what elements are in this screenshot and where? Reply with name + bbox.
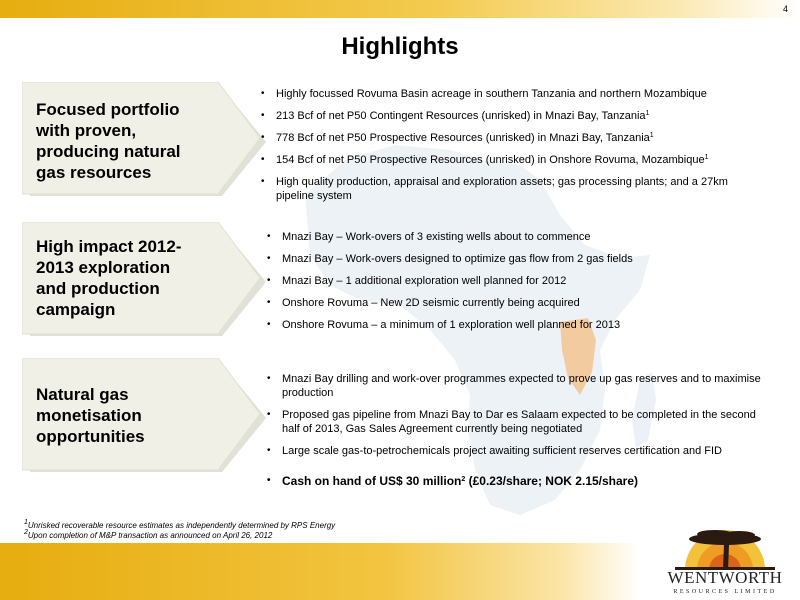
section-1-bullets <box>258 87 770 211</box>
bullet-item: • Proposed gas pipeline from Mnazi Bay to Dar es Salaam expected to be completed in the second half of 2013, Gas Sales Agreement currently being negotiated <box>264 408 769 436</box>
section-3-heading-line: Natural gas <box>36 385 129 404</box>
logo-wordmark: WENTWORTH <box>667 568 783 587</box>
section-1-heading-line: gas resources <box>36 163 152 182</box>
bullet-item: • High quality production, appraisal and exploration assets; gas processing plants; and a 27km pipeline system <box>258 175 746 203</box>
bullet-item: • Mnazi Bay – 1 additional exploration well planned for 2012 <box>264 274 764 288</box>
section-3-arrow <box>22 358 272 478</box>
section-1-heading-line: producing natural <box>36 142 181 161</box>
footnotes <box>24 521 335 541</box>
acacia-tree-sunset-icon <box>655 514 795 570</box>
bullet-item: • Mnazi Bay – Work-overs of 3 existing wells about to commence <box>264 230 764 244</box>
page-title: Highlights <box>341 33 459 60</box>
section-2-heading-line: campaign <box>36 300 116 319</box>
section-2-heading-line: High impact 2012- <box>36 237 182 256</box>
bullet-item: • Mnazi Bay drilling and work-over programmes expected to prove up gas reserves and to maximise production <box>264 372 769 400</box>
logo-subtitle: RESOURCES LIMITED <box>673 589 777 595</box>
section-1-heading-line: Focused portfolio <box>36 100 180 119</box>
bullet-item: • Onshore Rovuma – New 2D seismic currently being acquired <box>264 296 764 310</box>
section-2-heading-line: and production <box>36 279 160 298</box>
bottom-accent-bar <box>0 543 640 600</box>
section-2-arrow <box>22 222 272 342</box>
footnote: $^2$Upon completion of M&P transaction as announced on April 26, 2012 <box>24 529 273 540</box>
bullet-item: • 213 Bcf of net P50 Contingent Resources (unrisked) in Mnazi Bay, Tanzania$^1$ <box>258 109 770 123</box>
page-number: 4 <box>782 4 788 14</box>
section-3-heading-line: monetisation <box>36 406 142 425</box>
bullet-item: • Onshore Rovuma – a minimum of 1 exploration well planned for 2013 <box>264 318 764 332</box>
wentworth-logo <box>655 514 795 600</box>
bullet-item: • Mnazi Bay – Work-overs designed to optimize gas flow from 2 gas fields <box>264 252 764 266</box>
bullet-item: • 154 Bcf of net P50 Prospective Resources (unrisked) in Onshore Rovuma, Mozambique$^1$ <box>258 153 770 167</box>
section-1-heading-line: with proven, <box>36 121 137 140</box>
section-1-arrow <box>22 82 272 202</box>
section-2-heading-line: 2013 exploration <box>36 258 171 277</box>
section-2-bullets <box>264 230 764 340</box>
top-accent-bar <box>0 0 800 18</box>
bullet-item: • 778 Bcf of net P50 Prospective Resources (unrisked) in Mnazi Bay, Tanzania$^1$ <box>258 131 770 145</box>
footnote: $^1$Unrisked recoverable resource estimates as independently determined by RPS Energy <box>24 519 336 530</box>
cash-bullet: • Cash on hand of US$ 30 million$^2$ (£0.23/share; NOK 2.15/share) <box>264 474 769 488</box>
section-3-heading-line: opportunities <box>36 427 145 446</box>
bullet-item: • Highly focussed Rovuma Basin acreage in southern Tanzania and northern Mozambique <box>258 87 770 101</box>
bullet-item: • Large scale gas-to-petrochemicals project awaiting sufficient reserves certification and FID <box>264 444 769 458</box>
section-3-bullets <box>264 372 769 496</box>
